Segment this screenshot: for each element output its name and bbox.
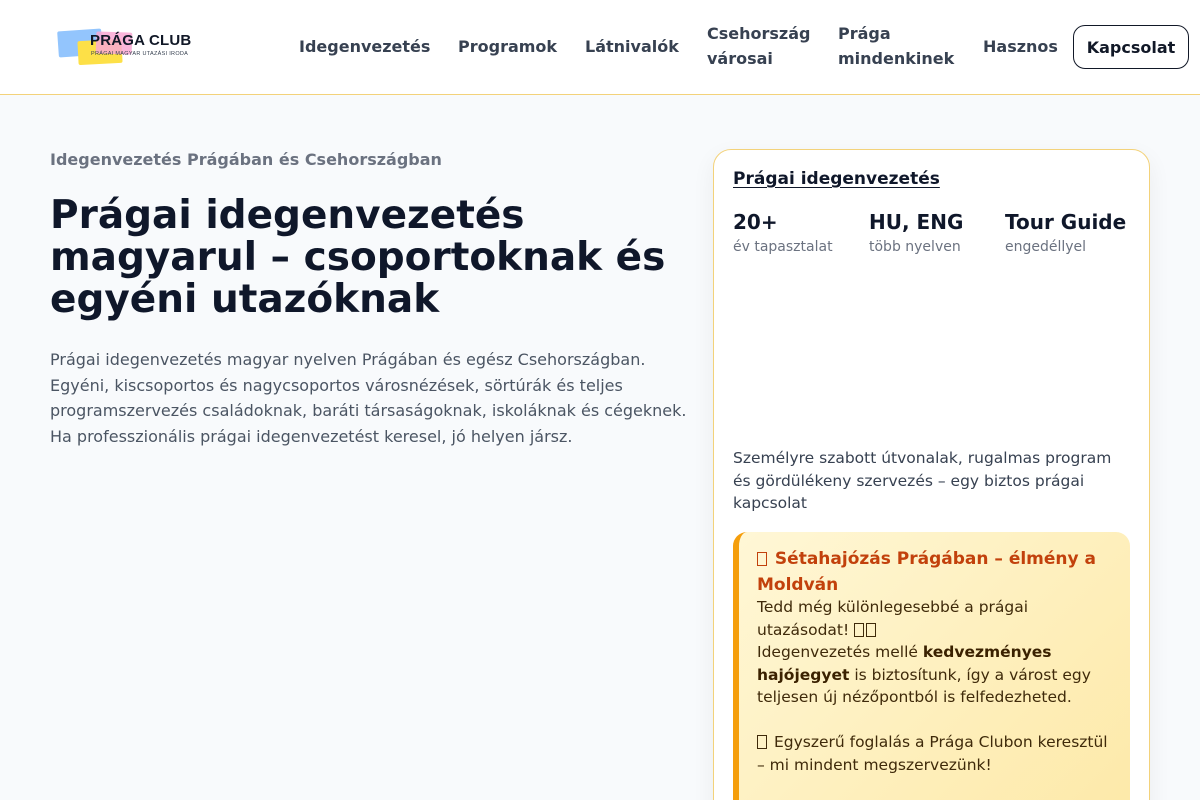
nav-csehorszag-line1: Csehország bbox=[707, 24, 811, 43]
logo-name: PRÁGA CLUB bbox=[90, 32, 192, 49]
stat-label: év tapasztalat bbox=[733, 239, 833, 255]
promo-line2-post: is biztosítunk, így a várost egy teljesen új nézőpontból is felfedezheted. bbox=[757, 665, 1091, 706]
page-title-line2: magyarul – csoportoknak és bbox=[50, 235, 666, 280]
stat-value: HU, ENG bbox=[869, 210, 964, 234]
promo-line1-text: Tedd még különlegesebbé a prágai utazásodat! bbox=[757, 598, 1029, 639]
nav-praga-mindenkinek[interactable] bbox=[838, 21, 954, 71]
stat-label: engedéllyel bbox=[1005, 239, 1087, 255]
stat-value: 20+ bbox=[733, 210, 778, 234]
nav-csehorszag-varosai[interactable] bbox=[707, 21, 810, 71]
hero-eyebrow: Idegenvezetés Prágában és Csehországban bbox=[50, 150, 442, 169]
promo-line2 bbox=[757, 641, 1117, 709]
promo-line3-text: Egyszerű foglalás a Prága Clubon keresztül – mi mindent megszervezünk! bbox=[757, 733, 1108, 774]
contact-button[interactable]: Kapcsolat bbox=[1073, 25, 1189, 69]
site-header bbox=[0, 0, 1200, 95]
logo-tagline: PRÁGAI MAGYAR UTAZÁSI IRODA bbox=[91, 51, 189, 57]
promo-line2-pre: Idegenvezetés mellé bbox=[757, 643, 923, 661]
nav-praga-line2: mindenkinek bbox=[838, 49, 955, 68]
page-title-line1: Prágai idegenvezetés bbox=[50, 193, 525, 238]
promo-line3 bbox=[757, 731, 1117, 776]
page-title bbox=[50, 195, 690, 321]
card-title-link[interactable]: Prágai idegenvezetés bbox=[733, 169, 940, 189]
nav-latnivalok[interactable]: Látnivalók bbox=[585, 37, 679, 56]
water-emoji-icon bbox=[866, 623, 876, 637]
promo-line1 bbox=[757, 596, 1117, 641]
nav-csehorszag-line2: városai bbox=[707, 49, 773, 68]
ship-emoji-icon bbox=[757, 552, 767, 566]
promo-body bbox=[757, 596, 1117, 776]
logo[interactable] bbox=[56, 26, 206, 70]
nav-hasznos[interactable]: Hasznos bbox=[983, 37, 1058, 56]
stat-license bbox=[1005, 208, 1126, 255]
promo-line2-bold: kedvezményes hajójegyet bbox=[757, 643, 1052, 684]
card-description: Személyre szabott útvonalak, rugalmas program és gördülékeny szervezés – egy biztos prágai kapcsolat bbox=[733, 449, 1112, 512]
stat-experience bbox=[733, 208, 833, 255]
nav-idegenvezetes[interactable]: Idegenvezetés bbox=[299, 37, 431, 56]
promo-title bbox=[757, 546, 1117, 598]
sparkle-emoji-icon bbox=[854, 623, 864, 637]
stat-languages bbox=[869, 208, 963, 255]
promo-title-text: Sétahajózás Prágában – élmény a Moldván bbox=[757, 549, 1096, 595]
promo-spacer bbox=[757, 709, 1117, 732]
stat-value: Tour Guide bbox=[1005, 210, 1127, 234]
nav-praga-line1: Prága bbox=[838, 24, 891, 43]
hero-description: Prágai idegenvezetés magyar nyelven Prágában és egész Csehországban. Egyéni, kiscsoportos és nagycsoportos városnézések, sörtúrák és teljes programszervezés családoknak, baráti társaságoknak, iskoláknak és cégeknek. Ha professzionális prágai idegenvezetést keresel, jó helyen jársz. bbox=[50, 350, 687, 447]
stat-label: több nyelven bbox=[869, 239, 961, 255]
nav-programok[interactable]: Programok bbox=[458, 37, 558, 56]
page-title-line3: egyéni utazóknak bbox=[50, 277, 440, 322]
check-emoji-icon bbox=[757, 735, 767, 749]
